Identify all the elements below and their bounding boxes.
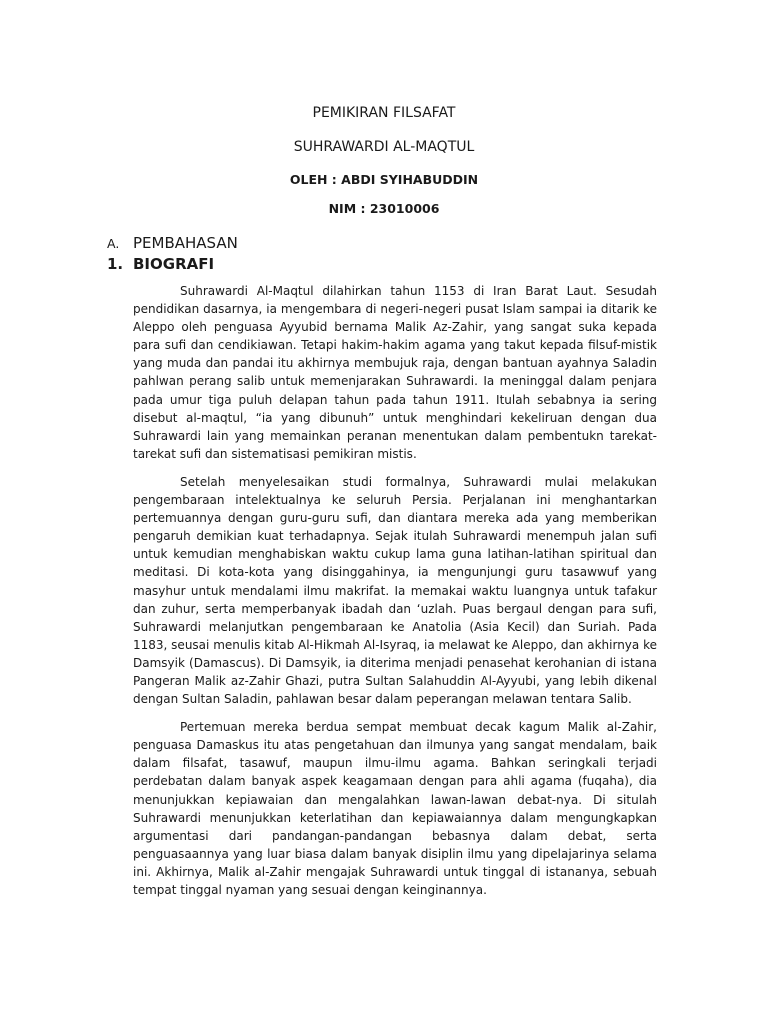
document-title-line-2: SUHRAWARDI AL-MAQTUL xyxy=(293,139,475,155)
subsection-title: BIOGRAFI xyxy=(133,255,215,273)
subsection-heading xyxy=(107,254,214,274)
nim-line: NIM : 23010006 xyxy=(328,201,440,216)
section-marker: A. xyxy=(107,236,120,251)
subsection-marker: 1. xyxy=(107,255,124,273)
section-title: PEMBAHASAN xyxy=(133,234,238,252)
body-text xyxy=(133,282,657,909)
paragraph-3: Pertemuan mereka berdua sempat membuat decak kagum Malik al-Zahir, penguasa Damaskus itu atas pengetahuan dan ilmunya yang sangat mendalam, baik dalam filsafat, tasawuf, maupun ilmu-ilmu agama. Bahkan seringkali terjadi perdebatan dalam banyak aspek keagamaan dengan para ahli agama (fuqaha), dia menunjukkan kepiawaian dan mengalahkan lawan-lawan debat-nya. Di situlah Suhrawardi menunjukkan keterlatihan dan kepiawaiannya dalam mengungkapkan argumentasi dari pandangan-pandangan bebasnya dalam debat, serta penguasaannya yang luar biasa dalam banyak disiplin ilmu yang dipelajarinya selama ini. Akhirnya, Malik al-Zahir mengajak Suhrawardi untuk tinggal di istananya, sebuah tempat tinggal nyaman yang sesuai dengan keinginannya. xyxy=(133,720,657,897)
document-title-line-1: PEMIKIRAN FILSAFAT xyxy=(312,105,456,121)
paragraph-2: Setelah menyelesaikan studi formalnya, Suhrawardi mulai melakukan pengembaraan intelektualnya ke seluruh Persia. Perjalanan ini menghantarkan pertemuannya dengan guru-guru sufi, dan diantara mereka ada yang memberikan pengaruh demikian kuat terhadapnya. Sejak itulah Suhrawardi menempuh jalan sufi untuk kemudian menghabiskan waktu cukup lama guna latihan-latihan spiritual dan meditasi. Di kota-kota yang disinggahinya, ia mengunjungi guru tasawwuf yang masyhur untuk mendalami ilmu makrifat. Ia memakai waktu luangnya untuk tafakur dan zuhur, serta memperbanyak ibadah dan ‘uzlah. Puas bergaul dengan para sufi, Suhrawardi melanjutkan pengembaraan ke Anatolia (Asia Kecil) dan Suriah. Pada 1183, seusai menulis kitab Al-Hikmah Al-Isyraq, ia melawat ke Aleppo, dan akhirnya ke Damsyik (Damascus). Di Damsyik, ia diterima menjadi penasehat kerohanian di istana Pangeran Malik az-Zahir Ghazi, putra Sultan Salahuddin Al-Ayyubi, yang lebih dikenal dengan Sultan Saladin, pahlawan besar dalam peperangan melawan tentara Salib. xyxy=(133,474,657,707)
paragraph-1: Suhrawardi Al-Maqtul dilahirkan tahun 1153 di Iran Barat Laut. Sesudah pendidikan dasarnya, ia mengembara di negeri-negeri pusat Islam sampai ia ditarik ke Aleppo oleh penguasa Ayyubid bernama Malik Az-Zahir, yang sangat suka kepada para sufi dan cendikiawan. Tetapi hakim-hakim agama yang takut kepada filsuf-mistik yang muda dan pandai itu akhirnya membujuk raja, dengan bantuan ayahnya Saladin pahlwan perang salib untuk memenjarakan Suhrawardi. Ia meninggal dalam penjara pada umur tiga puluh delapan tahun pada tahun 1911. Itulah sebabnya ia sering disebut al-maqtul, “ia yang dibunuh” untuk menghindari kekeliruan dengan dua Suhrawardi lain yang memainkan peranan menentukan dalam pembentukn tarekat-tarekat sufi dan sistematisasi pemikiran mistis. xyxy=(133,284,657,461)
author-line: OLEH : ABDI SYIHABUDDIN xyxy=(289,172,479,187)
section-heading xyxy=(107,233,238,254)
